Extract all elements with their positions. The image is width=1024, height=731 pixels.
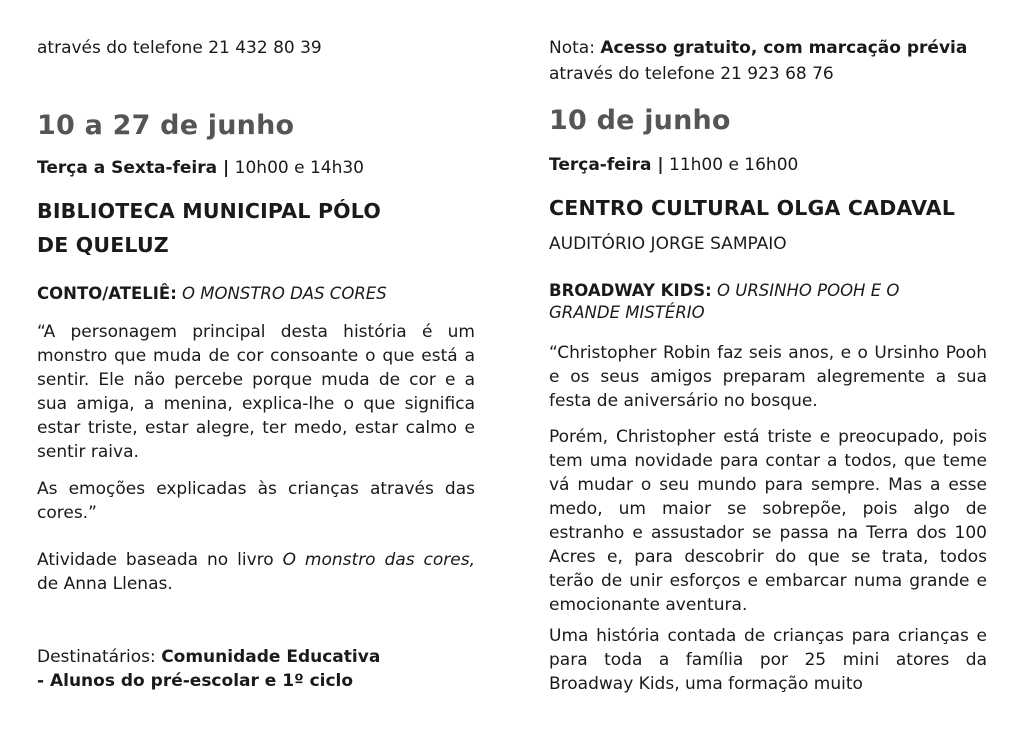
left-based-author: de Anna Llenas. (37, 574, 173, 594)
left-schedule-times: 10h00 e 14h30 (234, 158, 364, 178)
left-date-heading: 10 a 27 de junho (37, 110, 295, 141)
right-paragraph-1: “Christopher Robin faz seis anos, e o Ursinho Pooh e os seus amigos preparam alegremente a sua festa de aniversário no bosque. (549, 343, 987, 411)
left-schedule (37, 156, 475, 180)
right-venue: CENTRO CULTURAL OLGA CADAVAL (549, 196, 956, 220)
right-note (549, 36, 987, 60)
left-based-on (37, 548, 475, 596)
right-note-label: Nota: (549, 38, 595, 58)
right-paragraph-3: Uma história contada de crianças para crianças e para toda a família por 25 mini atores da Broadway Kids, uma formação muito (549, 626, 987, 694)
left-target-line1 (37, 645, 475, 669)
right-event-line1 (549, 279, 987, 303)
left-venue-line1: BIBLIOTECA MUNICIPAL PÓLO (37, 199, 381, 223)
right-event-line2 (549, 301, 987, 325)
left-column (37, 0, 475, 731)
right-event-name-line2: GRANDE MISTÉRIO (549, 303, 705, 322)
left-based-book: O monstro das cores, (282, 550, 475, 570)
right-subvenue: AUDITÓRIO JORGE SAMPAIO (549, 234, 787, 254)
left-target-label: Destinatários: (37, 647, 156, 667)
left-venue-line2: DE QUELUZ (37, 233, 169, 257)
left-event-name: O MONSTRO DAS CORES (182, 284, 387, 303)
left-paragraph-2: As emoções explicadas às crianças através das cores.” (37, 479, 475, 523)
right-schedule-times: 11h00 e 16h00 (669, 155, 799, 175)
left-event-label: CONTO/ATELIÊ: (37, 284, 177, 303)
left-event-title (37, 282, 475, 306)
left-target-value1: Comunidade Educativa (161, 647, 381, 667)
right-schedule (549, 153, 987, 177)
right-event-name-line1: O URSINHO POOH E O (717, 281, 900, 300)
right-event-label: BROADWAY KIDS: (549, 281, 712, 300)
right-column (549, 0, 987, 731)
left-based-prefix: Atividade baseada no livro (37, 550, 274, 570)
left-paragraph-1: “A personagem principal desta história é um monstro que muda de cor consoante o que está a sentir. Ele não percebe porque muda de cor e a sua amiga, a menina, explica-lhe o que significa estar triste, estar alegre, ter medo, estar calmo e sentir raiva. (37, 322, 475, 462)
left-target-line2 (37, 669, 475, 693)
right-paragraph-2: Porém, Christopher está triste e preocupado, pois tem uma novidade para contar a todos, que teme vá mudar o seu mundo para sempre. Mas a esse medo, um maior se sobrepõe, pois algo de estranho e assustador se passa na Terra dos 100 Acres e, para descobrir do que se trata, todos terão de unir esforços e embarcar numa grande e emocionante aventura. (549, 427, 987, 615)
left-target-value2: - Alunos do pré-escolar e 1º ciclo (37, 671, 354, 691)
left-phone-line: através do telefone 21 432 80 39 (37, 38, 322, 58)
left-schedule-days: Terça a Sexta-feira | (37, 158, 230, 178)
right-schedule-days: Terça-feira | (549, 155, 664, 175)
right-note-value: Acesso gratuito, com marcação prévia (600, 38, 968, 58)
right-date-heading: 10 de junho (549, 105, 731, 136)
right-phone-line: através do telefone 21 923 68 76 (549, 64, 834, 84)
